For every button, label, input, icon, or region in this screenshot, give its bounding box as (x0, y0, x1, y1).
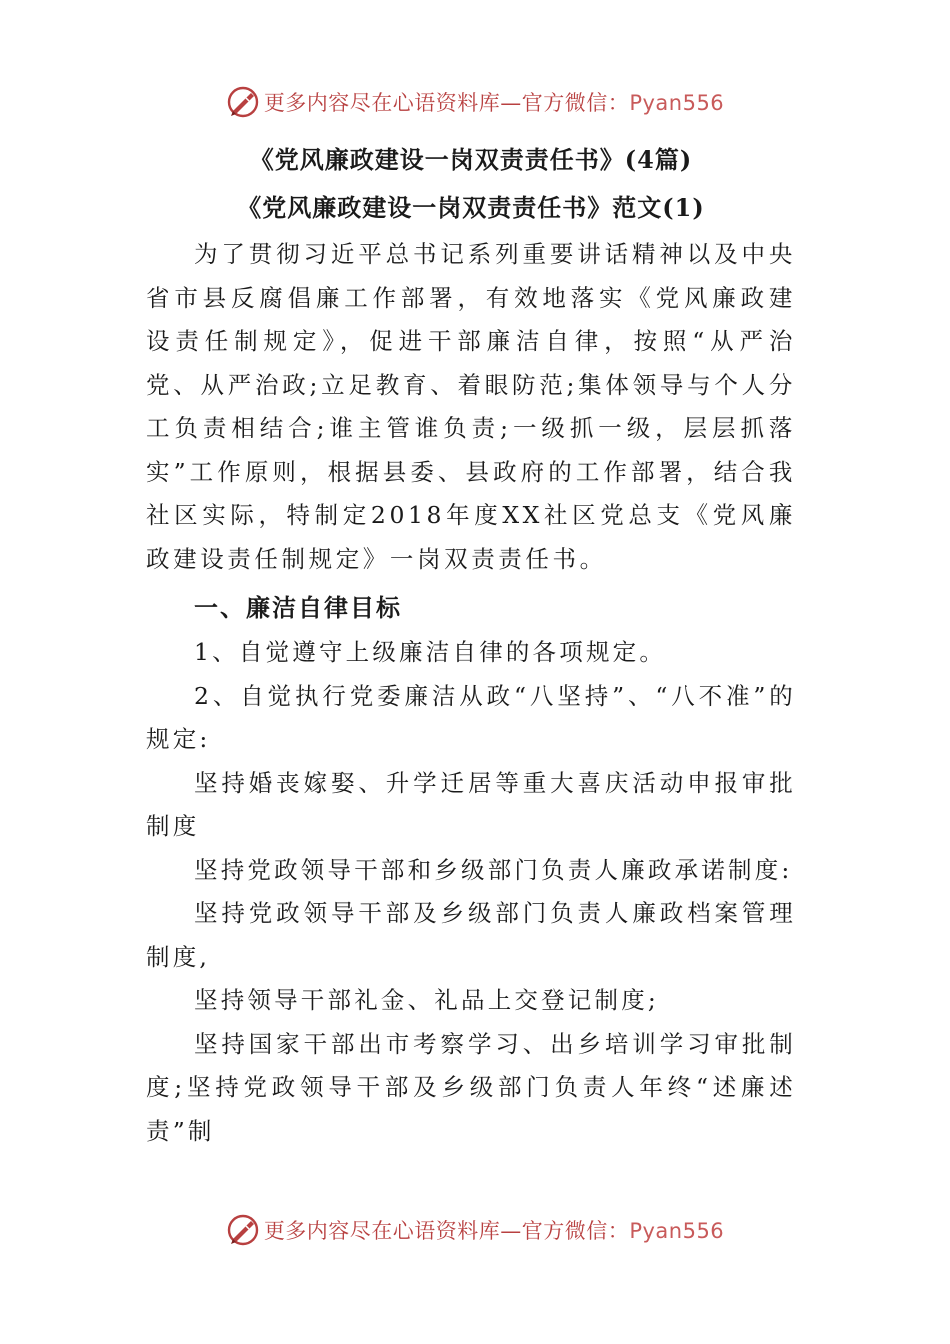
pen-logo-icon (226, 85, 260, 119)
watermark-text: 更多内容尽在心语资料库—官方微信：Pyan556 (263, 91, 725, 115)
list-item: 坚持领导干部礼金、礼品上交登记制度; (194, 986, 660, 1014)
list-item: 1、自觉遵守上级廉洁自律的各项规定。 (194, 638, 667, 666)
document-title: 《党风廉政建设一岗双责责任书》(4篇) (249, 145, 693, 174)
wechat-id: Pyan556 (629, 1219, 725, 1243)
watermark-text: 更多内容尽在心语资料库—官方微信：Pyan556 (263, 1219, 725, 1243)
document-subtitle: 《党风廉政建设一岗双责责任书》范文(1) (237, 193, 705, 222)
list-item: 坚持党政领导干部和乡级部门负责人廉政承诺制度: (194, 855, 793, 884)
list-item: 2、自觉执行党委廉洁从政“八坚持”、“八不准”的规定: (146, 681, 796, 753)
section-heading: 一、廉洁自律目标 (194, 593, 402, 622)
intro-paragraph: 为了贯彻习近平总书记系列重要讲话精神以及中央省市县反腐倡廉工作部署，有效地落实《党风廉政建设责任制规定》，促进干部廉洁自律，按照“从严治党、从严治政;立足教育、着眼防范;集体领导与个人分工负责相结合;谁主管谁负责;一级抓一级，层层抓落实”工作原则，根据县委、县政府的工作部署，结合我社区实际，特制定2018年度XX社区党总支《党风廉政建设责任制规定》一岗双责责任书。 (146, 240, 796, 573)
list-item: 坚持婚丧嫁娶、升学迁居等重大喜庆活动申报审批制度 (146, 768, 796, 840)
pen-logo-icon (226, 1213, 260, 1247)
list-item: 坚持国家干部出市考察学习、出乡培训学习审批制度;坚持党政领导干部及乡级部门负责人年终“述廉述责”制 (146, 1029, 796, 1145)
document-body (146, 143, 796, 1153)
list-item: 坚持党政领导干部及乡级部门负责人廉政档案管理制度, (146, 899, 796, 971)
watermark-banner-bottom (0, 1210, 950, 1250)
watermark-banner-top (0, 82, 950, 122)
wechat-id: Pyan556 (629, 91, 725, 115)
